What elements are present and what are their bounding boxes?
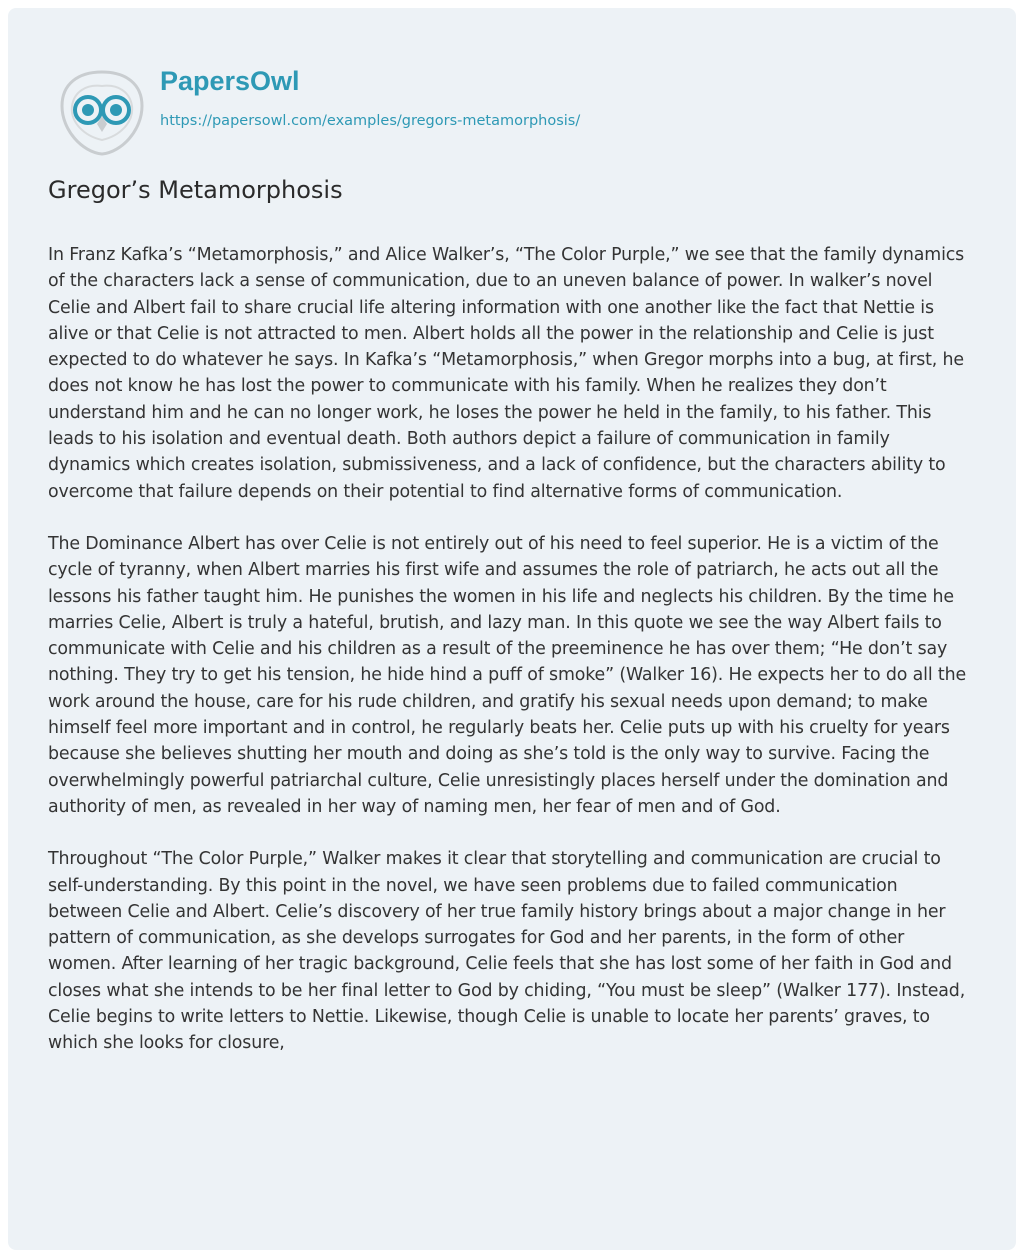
owl-logo-icon[interactable] [56,66,148,158]
document-card [8,8,1016,1250]
essay-paragraph: In Franz Kafka’s “Metamorphosis,” and Alice Walker’s, “The Color Purple,” we see that the family dynamics of the characters lack a sense of communication, due to an uneven balance of power. In walker’s novel Celie and Albert fail to share crucial life altering information with one another like the fact that Nettie is alive or that Celie is not attracted to men. Albert holds all the power in the relationship and Celie is just expected to do whatever he says. In Kafka’s “Metamorphosis,” when Gregor morphs into a bug, at first, he does not know he has lost the power to communicate with his family. When he realizes they don’t understand him and he can no longer work, he loses the power he held in the family, to his father. This leads to his isolation and eventual death. Both authors depict a failure of communication in family dynamics which creates isolation, submissiveness, and a lack of confidence, but the characters ability to overcome that failure depends on their potential to find alternative forms of communication. [48,245,965,502]
site-name[interactable]: PapersOwl [160,66,300,96]
essay-paragraph: Throughout “The Color Purple,” Walker makes it clear that storytelling and communication are crucial to self-understanding. By this point in the novel, we have seen problems due to failed communication between Celie and Albert. Celie’s discovery of her true family history brings about a major change in her pattern of communication, as she develops surrogates for God and her parents, in the form of other women. After learning of her tragic background, Celie feels that she has lost some of her faith in God and closes what she intends to be her final letter to God by chiding, “You must be sleep” (Walker 177). Instead, Celie begins to write letters to Nettie. Likewise, though Celie is unable to locate her parents’ graves, to which she looks for closure, [48,849,966,1054]
essay-body [48,242,976,1083]
page-title: Gregor’s Metamorphosis [48,176,343,204]
page-url-link[interactable]: https://papersowl.com/examples/gregors-metamorphosis/ [160,113,581,129]
essay-paragraph: The Dominance Albert has over Celie is not entirely out of his need to feel superior. He is a victim of the cycle of tyranny, when Albert marries his first wife and assumes the role of patriarch, he acts out all the lessons his father taught him. He punishes the women in his life and neglects his children. By the time he marries Celie, Albert is truly a hateful, brutish, and lazy man. In this quote we see the way Albert fails to communicate with Celie and his children as a result of the preeminence he has over them; “He don’t say nothing. They try to get his tension, he hide hind a puff of smoke” (Walker 16). He expects her to do all the work around the house, care for his rude children, and gratify his sexual needs upon demand; to make himself feel more important and in control, he regularly beats her. Celie puts up with his cruelty for years because she believes shutting her mouth and doing as she’s told is the only way to survive. Facing the overwhelmingly powerful patriarchal culture, Celie unresistingly places herself under the domination and authority of men, as revealed in her way of naming men, her fear of men and of God. [48,533,966,817]
